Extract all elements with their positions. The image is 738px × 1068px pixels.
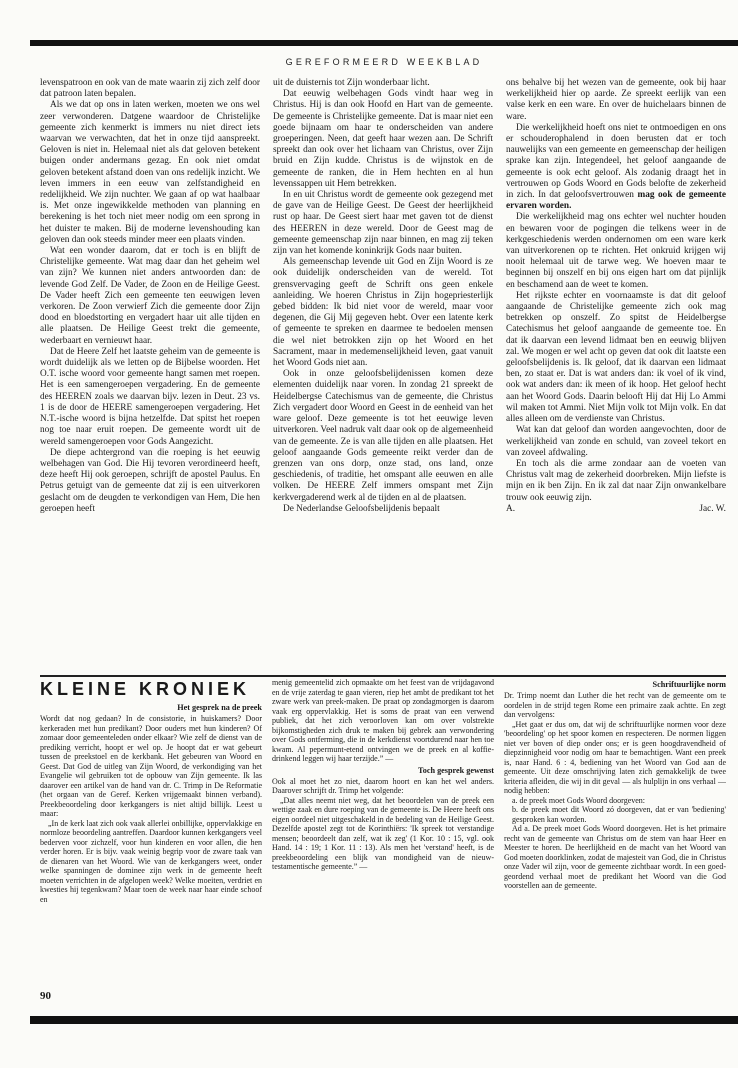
article-column-2 — [273, 78, 493, 672]
paragraph: En toch als die arme zondaar aan de voeten van Christus valt mag de zekerheid doorbreken. Mijn liefste is mijn en ik ben Zijn. En ik zal dat naar Zijn onwankelbare trouw ook eeuwig zijn. — [506, 458, 726, 503]
article-column-1 — [40, 78, 260, 672]
paragraph: Wat een wonder daarom, dat er toch is en blijft de Christelijke gemeente. Wat mag daar dan het geheim wel van zijn? We kunnen niet anders antwoorden dan: de levende God Zelf. De Vader, de Zoon en de Heilige Geest. De Vader heeft Zich een gemeente ten eeuwigen leven verkoren. De Zoon verwierf Zich die gemeente door Zijn dood en bloedstorting en vergadert haar uit alle tijden en alle plaatsen. De Heilige Geest trekt die gemeente, wederbaart en vernieuwt haar. — [40, 246, 260, 346]
paragraph: Als we dat op ons in laten werken, moeten we ons wel zeer verwonderen. Datgene waardoor de Christelijke gemeente zich kenmerkt is immers nu niet direct iets waarvan we verwachten, dat het in onze tijd aanspreekt. Geloven is niet in. Helemaal niet als dat geloven betekent buigen onder andermans gezag. En ook niet omdat geloven betekent afstand doen van ons redelijk inzicht. We leven immers in een eeuw van zelfstandigheid en redelijkheid. We zijn nuchter. We gaan af op wat haalbaar is. Met onze ingewikkelde methoden van planning en berekening is het toch niet meer nodig om een sprong in het duister te maken. Bij de moderne levenshouding kan geloven dan ook steeds minder meer een plaats vinden. — [40, 100, 260, 245]
article-columns — [40, 78, 726, 672]
page-number: 90 — [40, 990, 51, 1002]
paragraph — [506, 123, 726, 213]
list-item: b. de preek moet dit Woord zó doorgeven, dat er van 'bediening' gesproken kan worden. — [512, 805, 726, 824]
paragraph: Ook in onze geloofsbelijdenissen komen deze elementen duidelijk naar voren. In zondag 21 spreekt de Heidelbergse Catechismus van de gemeente, die Christus Zich vergadert door Woord en Geest in de eenheid van het ware geloof. Deze gemeente is tot het eeuwige leven uitverkoren. Veel nadruk valt daar ook op de algemeenheid van de gemeente. Ze is van alle tijden en alle plaatsen. Het geloof aangaande Gods gemeente reikt verder dan de grenzen van ons dorp, onze stad, ons land, onze geschiedenis, of traditie, het omspant alle eeuwen en alle volken. De HEERE Zelf immers omspant met Zijn kerkvergaderend werk al de tijden en al de plaatsen. — [273, 369, 493, 503]
list-item: a. de preek moet Gods Woord doorgeven: — [512, 795, 646, 805]
emphasis-text: mag ook de gemeente ervaren worden. — [506, 190, 726, 212]
paragraph: De diepe achtergrond van die roeping is het eeuwig welbehagen van God. Die Hij tevoren verordineerd heeft, deze heeft Hij ook geroepen, schrijft de apostel Paulus. En Petrus getuigt van de gemeente dat zij is een uitverkoren geslacht om de deugden te verkondigen van Hem, Die hen geroepen heeft — [40, 447, 260, 514]
paragraph: Dr. Trimp noemt dan Luther die het recht van de gemeente om te oordelen in de strijd tegen Rome een primaire zaak achtte. En zegt dan vervolgens: — [504, 691, 726, 719]
top-rule — [30, 40, 738, 46]
kroniek-column-1 — [40, 678, 262, 998]
bottom-rule — [30, 1016, 738, 1024]
quote-paragraph: „Dat alles neemt niet weg, dat het beoordelen van de preek een wettige zaak en dure roeping van de gemeente is. De Heere heeft ons eigen oordeel niet uitgeschakeld in de bedeling van de Heilige Geest. Dezelfde apostel zegt tot de Korinthiërs: 'Ik spreek tot verstandige mensen; beoordeelt dan zelf, wat ik zeg' (1 Kor. 10 : 15, vgl. ook Hand. 14 : 19; 1 Kor. 11 : 13). Als men het 'verstand' heeft, is de preekbeoordeling een blijk van mondigheid van de nieuw-testamentische gemeente.” — — [272, 795, 494, 871]
paragraph: Ook al moet het zo niet, daarom hoort en kan het wel anders. Daarover schrijft dr. Trimp het volgende: — [272, 776, 494, 795]
paragraph: Dat eeuwig welbehagen Gods vindt haar weg in Christus. Hij is dan ook Hoofd en Hart van de gemeente. De gemeente is Christelijke gemeente. Dat is maar niet een goede bijnaam om haar te onderscheiden van andere groeperingen. Neen, dat geeft haar wezen aan. De Schrift spreekt dan ook over het lichaam van Christus, over Zijn bruid en Zijn kudde. Christus is de wijnstok en de gemeente de ranken, die in Hem hechten en al hun levenssappen uit Hem betrekken. — [273, 89, 493, 189]
quote-paragraph: „Het gaat er dus om, dat wij de schriftuurlijke normen voor deze 'beoordeling' op het spoor komen en respecteren. De normen liggen niet ver boven of diep onder ons; er is geen hoogdravendheid of diepzinnigheid voor nodig om haar te bemachtigen. Want een preek is, naar Hand. 6 : 4, bediening van het Woord van God aan de gemeente. Uit deze omschrijving laten zich gemakkelijk de twee kriteria afleiden, die wij in dit geval — als hulplijn in ons verhaal — nodig hebben: — [504, 719, 726, 795]
article-column-3 — [506, 78, 726, 672]
paragraph: Ad a. De preek moet Gods Woord doorgeven. Het is het primaire recht van de gemeente van Christus om de stem van haar Heer en Meester te horen. De heerlijkheid en de macht van het Woord van God moeten doorklinken, zodat de majesteit van God, die in Christus onze Vader wil zijn, voor de gemeente zichtbaar wordt. In een goed-geordend verhaal moet de predikant het Woord van die God voorstellen aan de gemeente. — [504, 824, 726, 890]
section-title: KLEINE KRONIEK — [40, 679, 251, 699]
quote-paragraph: menig gemeentelid zich opmaakte om het feest van de vrijdagavond en de vrije zaterdag te gaan vieren, riep het ambt de predikant tot het zware werk van preek-maken. De praat op zondagmorgen is daarom vaak erg oppervlakkig. Het is soms de praat van een verwend publiek, dat het zich veroorloven kan om over volstrekte bijkomstigheden zich druk te maken bij gebrek aan verwondering over Gods ontferming, die in de kerkdienst voortdurend naar hen toe kwam. Al pepermunt-etend ontvingen we de preek en al koffie-drinkend leggen wij haar terzijde.” — — [272, 678, 494, 763]
section-divider — [40, 675, 726, 677]
subheading: Schriftuurlijke norm — [652, 680, 726, 689]
paragraph: De Nederlandse Geloofsbelijdenis bepaalt — [283, 503, 440, 514]
paragraph: uit de duisternis tot Zijn wonderbaar licht. — [273, 78, 430, 88]
subheading: Toch gesprek gewenst — [418, 765, 494, 775]
signature — [506, 504, 726, 515]
paragraph: Het rijkste echter en voornaamste is dat dit geloof aangaande de Christelijke gemeente zich ook mag betrekken op onszelf. Zo spitst de Heidelbergse Catechismus het geloof aangaande de gemeente toe. En dat ik daarvan een levend lidmaat ben en eeuwig blijven zal. We mogen er wel acht op geven dat ook dit laatste een geloofsbelijdenis is. Ik geloof, dat ik daarvan een lidmaat ben, zo staat er. Dat is wat anders dan: ik voel of ik vind, ook wat anders dan: ik meen of ik hoop. Het geloof hecht aan het Woord Gods. Daarin belooft Hij dat Hij Lo Ammi wil maken tot Ammi. Niet Mijn volk tot Mijn volk. En dat alles alleen om de verdienste van Christus. — [506, 290, 726, 425]
kroniek-column-3 — [504, 678, 726, 998]
paragraph: In en uit Christus wordt de gemeente ook gezegend met de gave van de Heilige Geest. De Geest der heerlijkheid rust op haar. De Geest siert haar met gaven tot de dienst des HEEREN in deze wereld. Door de Geest mag de gemeente gemeenschap zijn naar binnen, en mag zij teken zijn van het komende koninkrijk Gods naar buiten. — [273, 190, 493, 257]
paragraph: Als gemeenschap levende uit God en Zijn Woord is ze ook duidelijk onderscheiden van de wereld. Tot grensvervaging geeft de Schrift ons geen enkele aanleiding. We hoeren Christus in Zijn hogepriesterlijk gebed bidden: Ik bid niet voor de wereld, maar voor degenen, die Gij Mij gegeven hebt. Over een latente kerk of gemeente te spreken en daarmee te bedoelen mensen die wel niet betrokken zijn op het Woord en het Sacrament, maar in medemenselijkheid leven, gaat vanuit het Woord Gods niet aan. — [273, 257, 493, 369]
paragraph: levenspatroon en ook van de mate waarin zij zich zelf door dat patroon laten bepalen. — [40, 78, 260, 100]
paragraph: Dat de Heere Zelf het laatste geheim van de gemeente is wordt duidelijk als we letten op de Bijbelse woorden. Het O.T. ische woord voor gemeente hangt samen met roepen. Het is een samengeroepen vergadering. En de gemeente des HEEREN zoals we daarvan bijv. lezen in Deut. 23 vs. 1 is de door de HEERE samengeroepen vergadering. Het N.T.-ische woord is bijna hetzelfde. Dat spitst het roepen nog toe naar eruit roepen. De gemeente wordt uit de wereld samengeroepen voor Gods Aangezicht. — [40, 346, 260, 447]
running-title: GEREFORMEERD WEEKBLAD — [285, 57, 483, 67]
paragraph: Wordt dat nog gedaan? In de consistorie, in huiskamers? Door kerkeraden met hun predikant? Door ouders met hun kinderen? Of zomaar door gemeenteleden onder elkaar? Wie zelf de dienst van de prediking verricht, hoopt er wel op. Je hoopt dat er wat gebeurt tussen de preekstoel en de kerkbank. Het gebeuren van Woord en Geest. Dat God de uitleg van Zijn Woord, de verkondiging van het Evangelie wil gebruiken tot de opbouw van Zijn gemeente. Ik las daarover een artikel van de hand van dr. C. Trimp in De Reformatie (het orgaan van de Geref. Kerken vrijgemaakt binnen verband). Preekbeoordeling door kerkgangers is niet altijd billijk. Leest u maar: — [40, 714, 262, 818]
paragraph: Die werkelijkheid mag ons echter wel nuchter houden en bewaren voor de pogingen die telkens weer in de kerkgeschiedenis werden ondernomen om een ware kerk van uitverkorenen op te richten. Het onkruid krijgen wij nooit helemaal uit de tarwe weg. We hoeven maar te beginnen bij onszelf en bij ons eigen hart om dat pijnlijk en beschamend aan de weet te komen. — [506, 212, 726, 290]
kroniek-section — [40, 678, 726, 998]
kroniek-column-2 — [272, 678, 494, 998]
subheading: Het gesprek na de preek — [177, 703, 262, 712]
signature-name: Jac. W. — [699, 503, 726, 514]
signature-initial: A. — [506, 503, 516, 514]
paragraph: ons behalve bij het wezen van de gemeente, ook bij haar werkelijkheid hier op aarde. Ze spreekt eerlijk van een valse kerk en een ware. En over de huichelaars binnen de ware. — [506, 78, 726, 122]
quote-paragraph: „In de kerk laat zich ook vaak allerlei onbillijke, oppervlakkige en normloze beoordeling aantreffen. Daardoor kunnen kerkgangers veel bederven voor zichzelf, voor hun kinderen en voor allen, die hen verder horen. Er is bijv. vaak weinig begrip voor de zware taak van de dienaren van het Woord. Wie van de kerkgangers weet, onder welke spanningen de dominee zijn werk in de gemeente heeft moeten verrichten in de afgelopen week? Welke moeiten, verdriet en kwesties hij tegenkwam? Maar toen de week naar haar einde schoof en — [40, 818, 262, 904]
paragraph: Wat kan dat geloof dan worden aangevochten, door de werkelijkheid van zonde en schuld, van zoveel tekort en van zoveel afdwaling. — [506, 425, 726, 458]
paragraph-text: Die werkelijkheid hoeft ons niet te ontmoedigen en ons er schouderophalend in doen berusten dat er toch nauwelijks van een gemeente en gemeenschap der heiligen sprake kan zijn. Integendeel, het geloof aangaande de gemeente is ook echt geloof. Als zodanig draagt het in vertrouwen op Gods Woord en Gods belofte de zekerheid in zich. In dat geloofsvertrouwen — [506, 122, 726, 201]
